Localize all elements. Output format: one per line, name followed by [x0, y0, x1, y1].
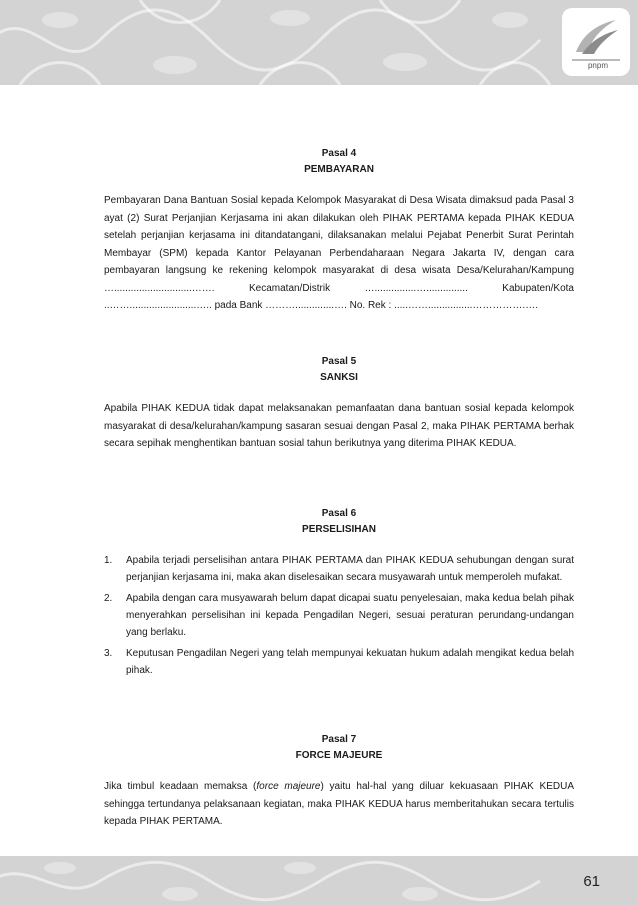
pasal-7-text-before: Jika timbul keadaan memaksa ( — [104, 781, 257, 792]
pasal-6-subtitle: PERSELISIHAN — [302, 524, 376, 535]
pasal-5-subtitle: SANKSI — [320, 372, 358, 383]
pasal-7-italic-term: force majeure — [256, 781, 321, 792]
pasal-6-section — [104, 506, 574, 683]
list-item — [104, 552, 574, 586]
footer-pattern-band — [0, 856, 638, 906]
list-item-text: Apabila terjadi perselisihan antara PIHAK PERTAMA dan PIHAK KEDUA sehubungan dengan surat perjanjian kerjasama ini, maka akan diselesaikan secara musyawarah untuk memperoleh mufakat. — [126, 555, 574, 583]
pasal-4-subtitle: PEMBAYARAN — [304, 164, 374, 175]
pnpm-logo-icon — [562, 8, 630, 76]
list-item-number: 1. — [104, 555, 113, 566]
pasal-6-list — [104, 552, 574, 679]
pasal-5-title: Pasal 5 — [321, 356, 357, 367]
logo — [562, 8, 630, 76]
pasal-6-title: Pasal 6 — [321, 508, 357, 519]
footer-damask-pattern — [0, 856, 638, 906]
list-item-number: 3. — [104, 648, 113, 659]
page-number: 61 — [583, 873, 600, 890]
list-item-number: 2. — [104, 593, 113, 604]
list-item-text: Keputusan Pengadilan Negeri yang telah mempunyai kekuatan hukum adalah mengikat kedua belah pihak. — [126, 648, 574, 676]
pasal-7-text-after: ) yaitu hal-hal yang diluar kekuasaan PIHAK KEDUA sehingga tertundanya pelaksanaan kegiatan, maka PIHAK KEDUA harus memberitahukan secara tertulis kepada PIHAK PERTAMA. — [104, 781, 575, 827]
damask-pattern — [0, 0, 638, 85]
pasal-4-section — [104, 146, 574, 315]
pasal-7-section — [104, 732, 574, 831]
pasal-5-section — [104, 354, 574, 453]
pasal-5-paragraph: Apabila PIHAK KEDUA tidak dapat melaksanakan pemanfaatan dana bantuan sosial kepada kelompok masyarakat di desa/kelurahan/kampung sasaran sesuai dengan Pasal 2, maka PIHAK PERTAMA berhak secara sepihak menghentikan bantuan sosial tahun berikutnya yang diterima PIHAK KEDUA. — [104, 403, 574, 449]
logo-text: pnpm — [587, 61, 609, 70]
pasal-4-paragraph: Pembayaran Dana Bantuan Sosial kepada Kelompok Masyarakat di Desa Wisata dimaksud pada Pasal 3 ayat (2) Surat Perjanjian Kerjasama ini akan dilakukan oleh PIHAK PERTAMA kepada PIHAK KEDUA setelah perjanjian kerjasama ini ditandatangani, dilaksanakan melalui Pejabat Penerbit Surat Perintah Membayar (SPM) kepada Kantor Pelayanan Perbendaharaan Negara Jakarta IV, dengan cara pembayaran langsung ke rekening kelompok masyarakat di desa wisata Desa/Kelurahan/Kampung …............................……. Kecamatan/Distrik …...............…............... Kabupaten/Kota ..……........................….. pada Bank ………..............…. No. Rek : .....……................…………….…. — [104, 195, 574, 311]
list-item — [104, 645, 574, 679]
header-pattern-band — [0, 0, 638, 85]
pasal-7-title: Pasal 7 — [321, 734, 357, 745]
pasal-7-subtitle: FORCE MAJEURE — [295, 750, 383, 761]
pasal-4-title: Pasal 4 — [321, 148, 357, 159]
pasal-7-paragraph — [104, 778, 574, 831]
list-item — [104, 590, 574, 641]
list-item-text: Apabila dengan cara musyawarah belum dapat dicapai suatu penyelesaian, maka kedua belah pihak menyerahkan perselisihan ini kepada Pengadilan Negeri, sesuai peraturan perundang-undangan yang berlaku. — [126, 593, 574, 638]
